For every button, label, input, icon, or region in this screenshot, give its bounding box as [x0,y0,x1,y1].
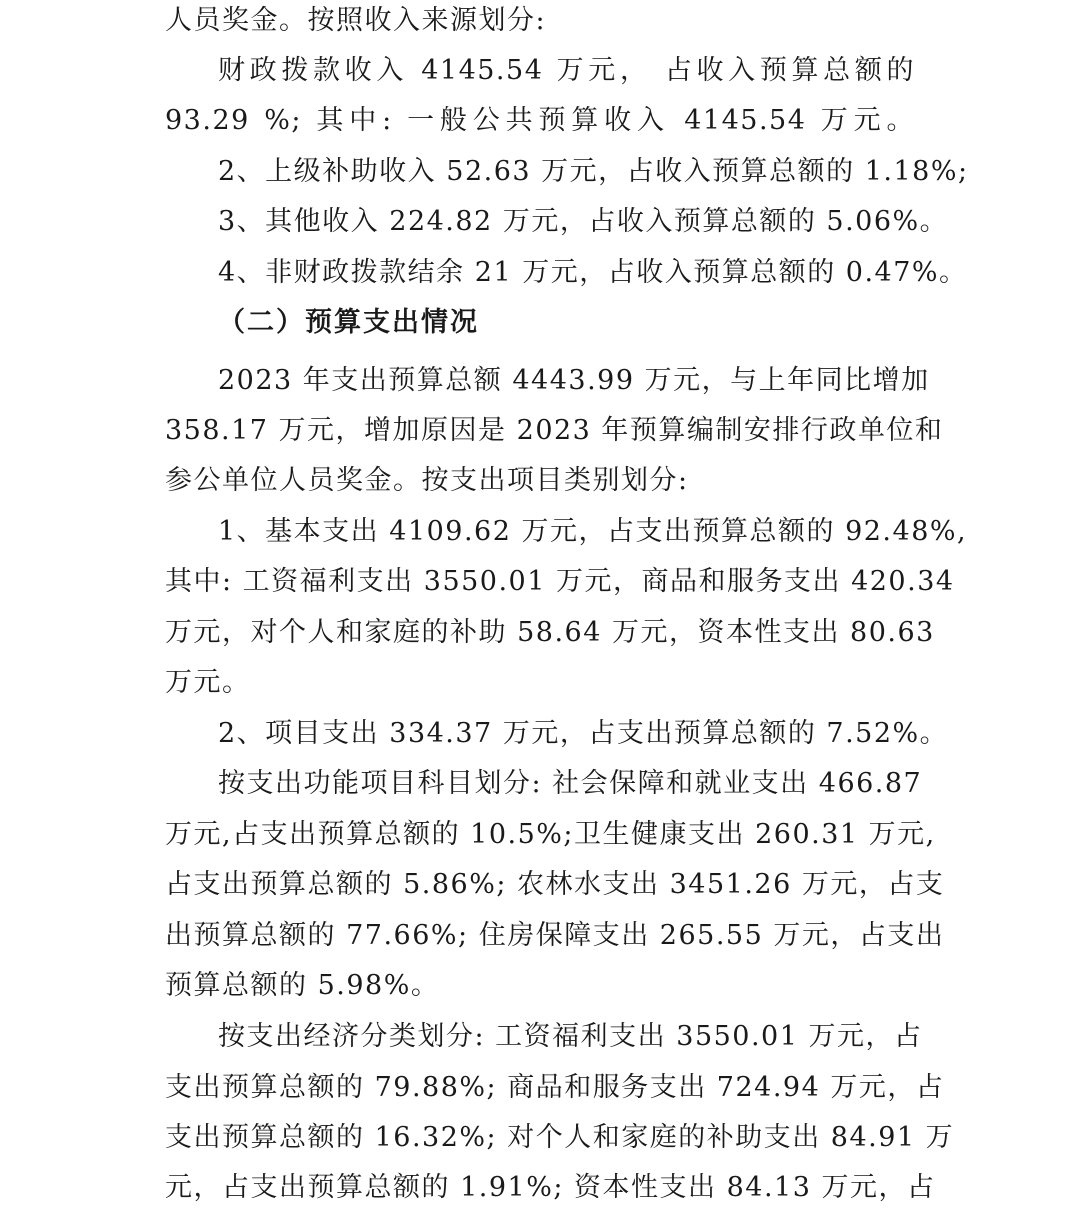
paragraph-line: 参公单位人员奖金。按支出项目类别划分: [165,465,689,496]
paragraph-line: 4、非财政拨款结余 21 万元，占收入预算总额的 0.47%。 [218,257,968,288]
paragraph-line: 出预算总额的 77.66%; 住房保障支出 265.55 万元，占支出 [165,920,945,951]
paragraph-line: 2、项目支出 334.37 万元，占支出预算总额的 7.52%。 [218,718,949,749]
paragraph-line: 万元，对个人和家庭的补助 58.64 万元，资本性支出 80.63 [165,617,935,648]
paragraph-line: 预算总额的 5.98%。 [165,970,440,1001]
paragraph-line: 支出预算总额的 16.32%; 对个人和家庭的补助支出 84.91 万 [165,1122,955,1153]
paragraph-line: 占支出预算总额的 5.86%; 农林水支出 3451.26 万元，占支 [165,869,945,900]
paragraph-line: 支出预算总额的 79.88%; 商品和服务支出 724.94 万元，占 [165,1072,945,1103]
paragraph-line: 其中: 工资福利支出 3550.01 万元，商品和服务支出 420.34 [165,566,955,597]
paragraph-line: 3、其他收入 224.82 万元，占收入预算总额的 5.06%。 [218,206,949,237]
paragraph-line: 1、基本支出 4109.62 万元，占支出预算总额的 92.48%, [218,516,968,547]
paragraph-line: 人员奖金。按照收入来源划分: [165,5,547,36]
paragraph-line: 万元。 [165,667,251,698]
section-heading: （二）预算支出情况 [218,307,479,338]
paragraph-line: 2、上级补助收入 52.63 万元，占收入预算总额的 1.18%; [218,156,969,187]
paragraph-line: 财政拨款收入 4145.54 万元， 占收入预算总额的 [218,55,915,86]
paragraph-line: 93.29 %; 其中: 一般公共预算收入 4145.54 万元。 [165,105,915,136]
paragraph-line: 万元,占支出预算总额的 10.5%;卫生健康支出 260.31 万元, [165,819,936,850]
paragraph-line: 按支出经济分类划分: 工资福利支出 3550.01 万元，占 [218,1021,923,1052]
paragraph-line: 358.17 万元，增加原因是 2023 年预算编制安排行政单位和 [165,415,944,446]
paragraph-line: 2023 年支出预算总额 4443.99 万元，与上年同比增加 [218,365,930,396]
paragraph-line: 按支出功能项目科目划分: 社会保障和就业支出 466.87 [218,768,923,799]
paragraph-line: 元，占支出预算总额的 1.91%; 资本性支出 84.13 万元，占 [165,1172,936,1203]
